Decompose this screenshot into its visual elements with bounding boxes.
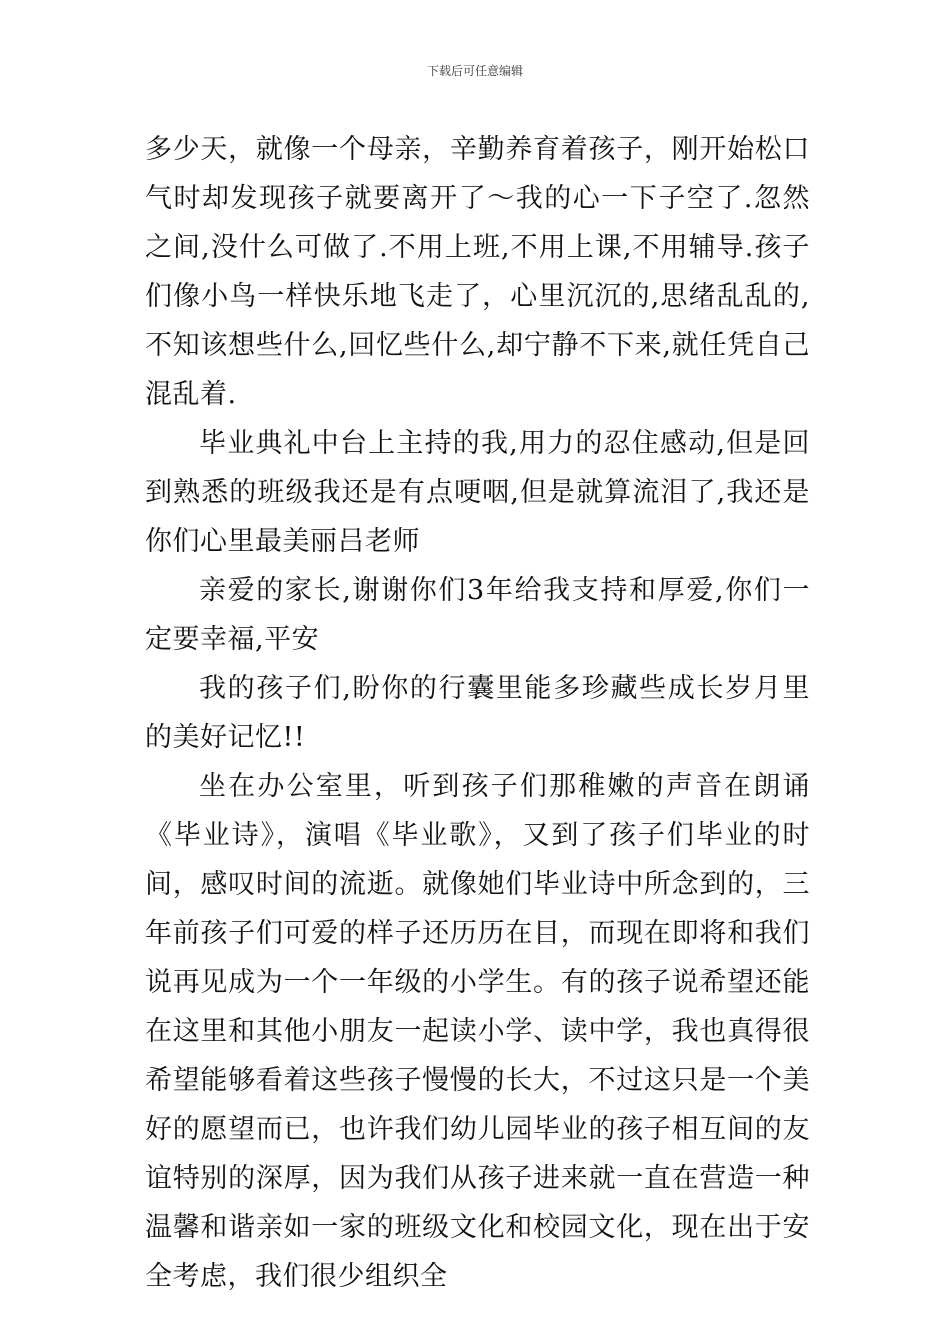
paragraph-office-reflection: 坐在办公室里，听到孩子们那稚嫩的声音在朗诵《毕业诗》，演唱《毕业歌》，又到了孩子们毕业的时间，感叹时间的流逝。就像她们毕业诗中所念到的，三年前孩子们可爱的样子还历历在目，而现在即将和我们说再见成为一个一年级的小学生。有的孩子说希望还能在这里和其他小朋友一起读小学、读中学，我也真得很希望能够看着这些孩子慢慢的长大，不过这只是一个美好的愿望而已，也许我们幼儿园毕业的孩子相互间的友谊特别的深厚，因为我们从孩子进来就一直在营造一种温馨和谐亲如一家的班级文化和校园文化，现在出于安全考虑，我们很少组织全 — [145, 771, 810, 1292]
document-body — [145, 125, 810, 1301]
page-header-note: 下载后可任意编辑 — [426, 64, 523, 78]
paragraph-graduation-ceremony: 毕业典礼中台上主持的我,用力的忍住感动,但是回到熟悉的班级我还是有点哽咽,但是就算流泪了,我还是你们心里最美丽吕老师 — [145, 428, 810, 557]
paragraph-continued: 多少天，就像一个母亲，辛勤养育着孩子，刚开始松口气时却发现孩子就要离开了～我的心一下子空了.忽然之间,没什么可做了.不用上班,不用上课,不用辅导.孩子们像小鸟一样快乐地飞走了，心里沉沉的,思绪乱乱的,不知该想些什么,回忆些什么,却宁静不下来,就任凭自己混乱着. — [145, 134, 810, 410]
paragraph-dear-parents: 亲爱的家长,谢谢你们3年给我支持和厚爱,你们一定要幸福,平安 — [145, 575, 810, 655]
paragraph-my-children: 我的孩子们,盼你的行囊里能多珍藏些成长岁月里的美好记忆!! — [145, 673, 810, 753]
